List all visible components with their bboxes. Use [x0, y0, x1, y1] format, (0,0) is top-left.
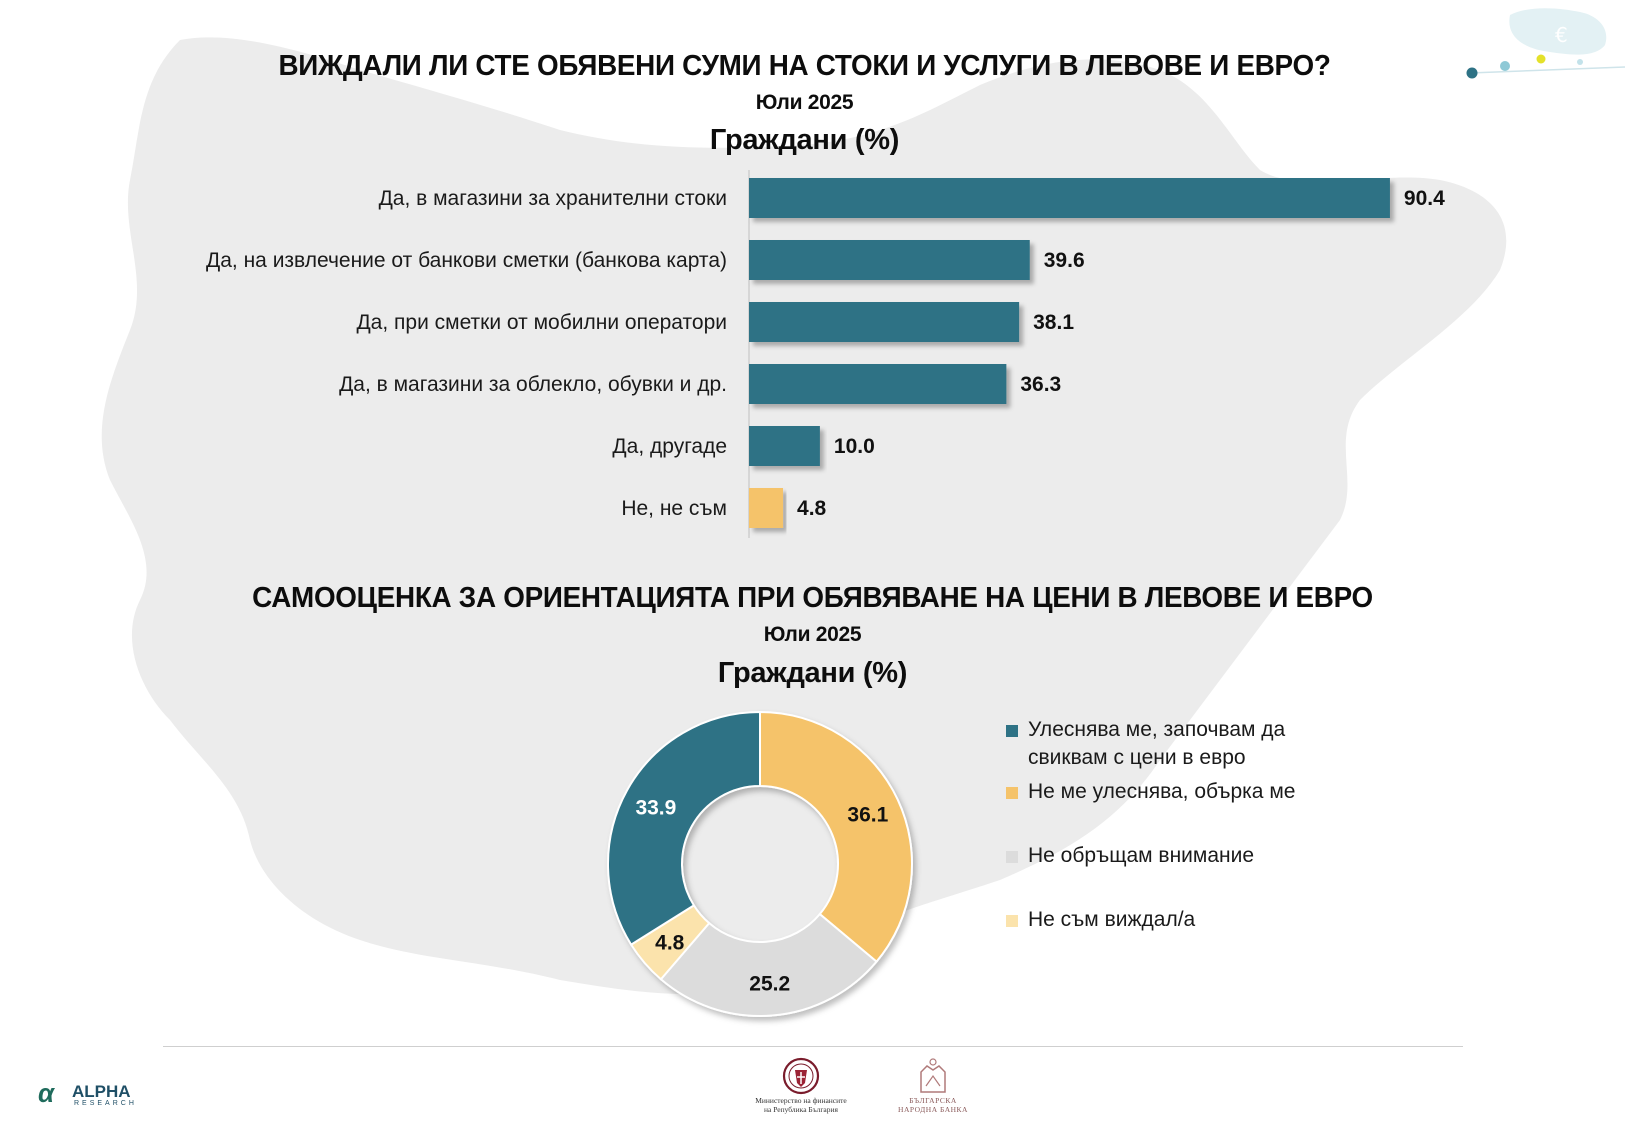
legend-item — [1006, 906, 1336, 934]
donut-slice-1 — [608, 712, 760, 945]
euro-icon: € — [1555, 23, 1568, 47]
donut-value-label: 33.9 — [635, 796, 677, 820]
bar-5 — [749, 426, 820, 466]
legend-swatch — [1006, 915, 1018, 927]
bar-category-label: Да, при сметки от мобилни оператори — [356, 311, 727, 334]
chart2-title: САМООЦЕНКА ЗА ОРИЕНТАЦИЯТА ПРИ ОБЯВЯВАНЕ НА ЦЕНИ В ЛЕВОВЕ И ЕВРО — [252, 582, 1373, 614]
legend-item — [1006, 716, 1336, 772]
donut-slice-2 — [760, 712, 912, 962]
bar-value-label: 38.1 — [1033, 311, 1075, 334]
chart2-unit-title: Граждани (%) — [717, 657, 908, 689]
bar-value-label: 36.3 — [1020, 373, 1062, 396]
bnb-caption-line1: БЪЛГАРСКА — [909, 1096, 957, 1105]
legend-swatch — [1006, 851, 1018, 863]
chart1-title: ВИЖДАЛИ ЛИ СТЕ ОБЯВЕНИ СУМИ НА СТОКИ И УСЛУГИ В ЛЕВОВЕ И ЕВРО? — [278, 50, 1331, 82]
ministry-caption-line2: на Република България — [764, 1105, 838, 1114]
alpha-logo-icon: α — [38, 1078, 55, 1108]
donut-value-label: 25.2 — [749, 972, 791, 996]
chart2-subtitle: Юли 2025 — [763, 623, 862, 646]
bar-category-label: Да, в магазини за облекло, обувки и др. — [339, 373, 727, 396]
donut-legend — [1006, 716, 1336, 934]
bar-value-label: 39.6 — [1043, 249, 1085, 272]
chart1-subtitle: Юли 2025 — [755, 91, 854, 114]
bar-value-label: 4.8 — [797, 497, 827, 520]
ministry-caption-line1: Министерство на финансите — [755, 1096, 847, 1105]
bar-6 — [749, 488, 783, 528]
ministry-emblem-icon — [781, 1056, 821, 1096]
bar-3 — [749, 302, 1019, 342]
bar-category-label: Да, в магазини за хранителни стоки — [378, 187, 727, 210]
chart1-unit-title: Граждани (%) — [709, 124, 900, 156]
bar-2 — [749, 240, 1030, 280]
bar-category-label: Да, другаде — [612, 435, 727, 458]
alpha-logo-text: ALPHA — [72, 1082, 131, 1101]
footer-divider — [163, 1046, 1463, 1047]
donut-value-label: 4.8 — [655, 931, 685, 955]
legend-swatch — [1006, 787, 1018, 799]
legend-label: Не съм виждал/а — [1028, 908, 1196, 931]
bar-4 — [749, 364, 1006, 404]
bar-chart — [0, 160, 1625, 540]
legend-label: Не ме улеснява, обърка ме — [1028, 780, 1296, 803]
bar-value-label: 10.0 — [833, 435, 875, 458]
bar-1 — [749, 178, 1390, 218]
legend-label: Улеснява ме, започвам да свиквам с цени в евро — [1028, 718, 1286, 769]
donut-chart — [590, 700, 930, 1030]
legend-item — [1006, 778, 1336, 806]
alpha-research-logo — [38, 1076, 158, 1110]
bar-category-label: Не, не съм — [621, 497, 727, 520]
bnb-emblem-icon — [913, 1056, 953, 1096]
alpha-logo-subtext: RESEARCH — [74, 1100, 137, 1107]
legend-item — [1006, 842, 1336, 870]
bar-value-label: 90.4 — [1403, 187, 1445, 210]
ministry-of-finance-logo — [746, 1056, 856, 1118]
donut-value-label: 36.1 — [847, 803, 889, 827]
bar-category-label: Да, на извлечение от банкови сметки (банкова карта) — [206, 249, 727, 272]
bnb-caption-line2: НАРОДНА БАНКА — [898, 1105, 968, 1114]
legend-swatch — [1006, 725, 1018, 737]
bnb-logo — [888, 1056, 978, 1118]
legend-label: Не обръщам внимание — [1028, 844, 1255, 867]
